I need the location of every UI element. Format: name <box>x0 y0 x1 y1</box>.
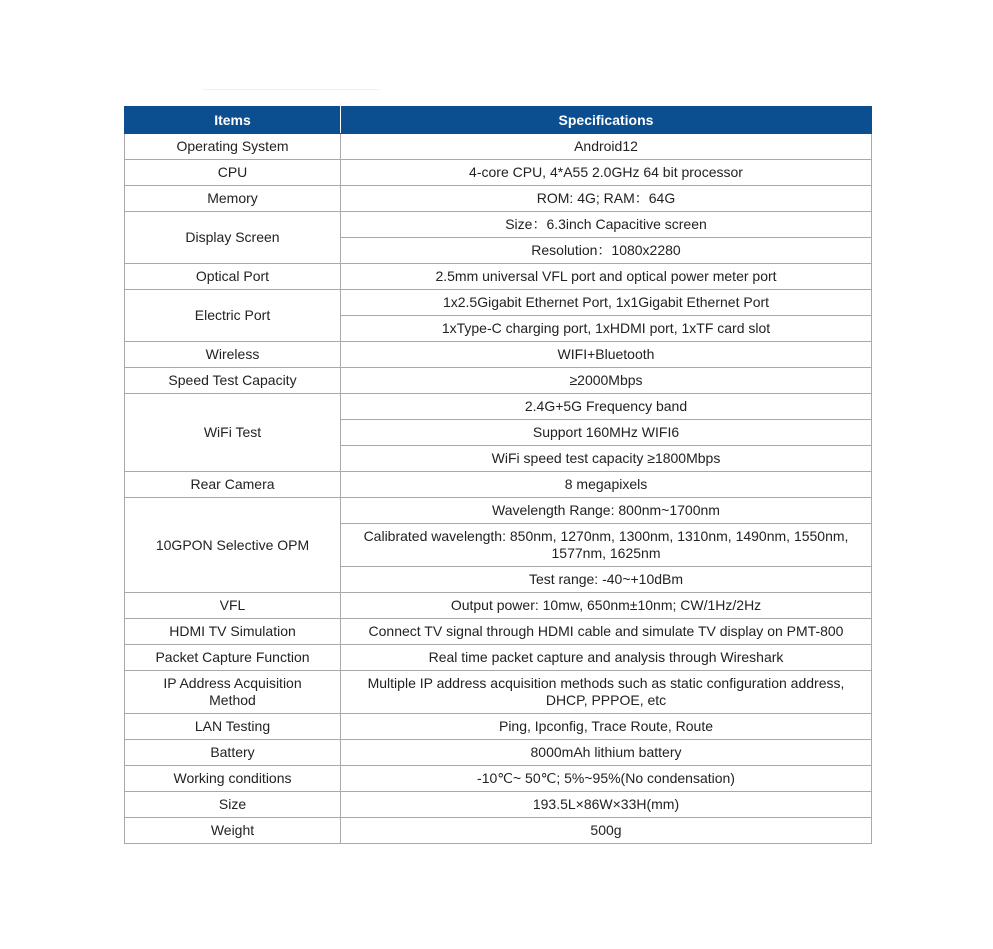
table-row <box>125 645 872 671</box>
table-row <box>125 593 872 619</box>
item-cell: Display Screen <box>125 212 341 264</box>
spec-cell: 4-core CPU, 4*A55 2.0GHz 64 bit processor <box>341 160 872 186</box>
item-cell: CPU <box>125 160 341 186</box>
spec-cell: Calibrated wavelength: 850nm, 1270nm, 1300nm, 1310nm, 1490nm, 1550nm, 1577nm, 1625nm <box>341 524 872 567</box>
item-cell: Optical Port <box>125 264 341 290</box>
spec-cell: Android12 <box>341 134 872 160</box>
table-row <box>125 290 872 316</box>
table-row <box>125 766 872 792</box>
spec-cell: Resolution：1080x2280 <box>341 238 872 264</box>
item-cell: Working conditions <box>125 766 341 792</box>
item-cell: Memory <box>125 186 341 212</box>
item-cell: 10GPON Selective OPM <box>125 498 341 593</box>
table-row <box>125 498 872 524</box>
spec-cell: ≥2000Mbps <box>341 368 872 394</box>
table-header-row <box>125 107 872 134</box>
table-row <box>125 160 872 186</box>
spec-cell: Connect TV signal through HDMI cable and simulate TV display on PMT-800 <box>341 619 872 645</box>
spec-cell: Multiple IP address acquisition methods such as static configuration address, DHCP, PPPOE, etc <box>341 671 872 714</box>
decorative-line <box>203 89 379 90</box>
table-row <box>125 394 872 420</box>
item-cell: WiFi Test <box>125 394 341 472</box>
spec-cell: WiFi speed test capacity ≥1800Mbps <box>341 446 872 472</box>
table-body <box>125 134 872 844</box>
table-row <box>125 671 872 714</box>
table-row <box>125 212 872 238</box>
spec-cell: ROM: 4G; RAM：64G <box>341 186 872 212</box>
spec-cell: Test range: -40~+10dBm <box>341 567 872 593</box>
spec-cell: -10℃~ 50℃; 5%~95%(No condensation) <box>341 766 872 792</box>
item-cell: HDMI TV Simulation <box>125 619 341 645</box>
table-row <box>125 186 872 212</box>
table-row <box>125 714 872 740</box>
table-row <box>125 472 872 498</box>
item-cell: Size <box>125 792 341 818</box>
table-row <box>125 619 872 645</box>
item-cell: Operating System <box>125 134 341 160</box>
table-row <box>125 792 872 818</box>
spec-cell: Real time packet capture and analysis through Wireshark <box>341 645 872 671</box>
table-row <box>125 342 872 368</box>
spec-cell: Ping, Ipconfig, Trace Route, Route <box>341 714 872 740</box>
spec-cell: 8 megapixels <box>341 472 872 498</box>
table-row <box>125 740 872 766</box>
spec-cell: WIFI+Bluetooth <box>341 342 872 368</box>
spec-cell: 193.5L×86W×33H(mm) <box>341 792 872 818</box>
spec-cell: Wavelength Range: 800nm~1700nm <box>341 498 872 524</box>
item-cell: Speed Test Capacity <box>125 368 341 394</box>
item-cell: IP Address Acquisition Method <box>125 671 341 714</box>
table-row <box>125 818 872 844</box>
item-cell: Electric Port <box>125 290 341 342</box>
specifications-table <box>124 106 872 844</box>
table-row <box>125 264 872 290</box>
item-cell: Weight <box>125 818 341 844</box>
spec-cell: Size：6.3inch Capacitive screen <box>341 212 872 238</box>
table-row <box>125 134 872 160</box>
spec-cell: 1x2.5Gigabit Ethernet Port, 1x1Gigabit Ethernet Port <box>341 290 872 316</box>
spec-cell: 8000mAh lithium battery <box>341 740 872 766</box>
spec-cell: Output power: 10mw, 650nm±10nm; CW/1Hz/2Hz <box>341 593 872 619</box>
item-cell: VFL <box>125 593 341 619</box>
spec-cell: Support 160MHz WIFI6 <box>341 420 872 446</box>
header-specifications: Specifications <box>341 107 872 134</box>
spec-cell: 500g <box>341 818 872 844</box>
spec-cell: 1xType-C charging port, 1xHDMI port, 1xTF card slot <box>341 316 872 342</box>
spec-cell: 2.5mm universal VFL port and optical power meter port <box>341 264 872 290</box>
item-cell: Packet Capture Function <box>125 645 341 671</box>
spec-cell: 2.4G+5G Frequency band <box>341 394 872 420</box>
item-cell: Battery <box>125 740 341 766</box>
header-items: Items <box>125 107 341 134</box>
item-cell: Rear Camera <box>125 472 341 498</box>
item-cell: Wireless <box>125 342 341 368</box>
table-row <box>125 368 872 394</box>
item-cell: LAN Testing <box>125 714 341 740</box>
